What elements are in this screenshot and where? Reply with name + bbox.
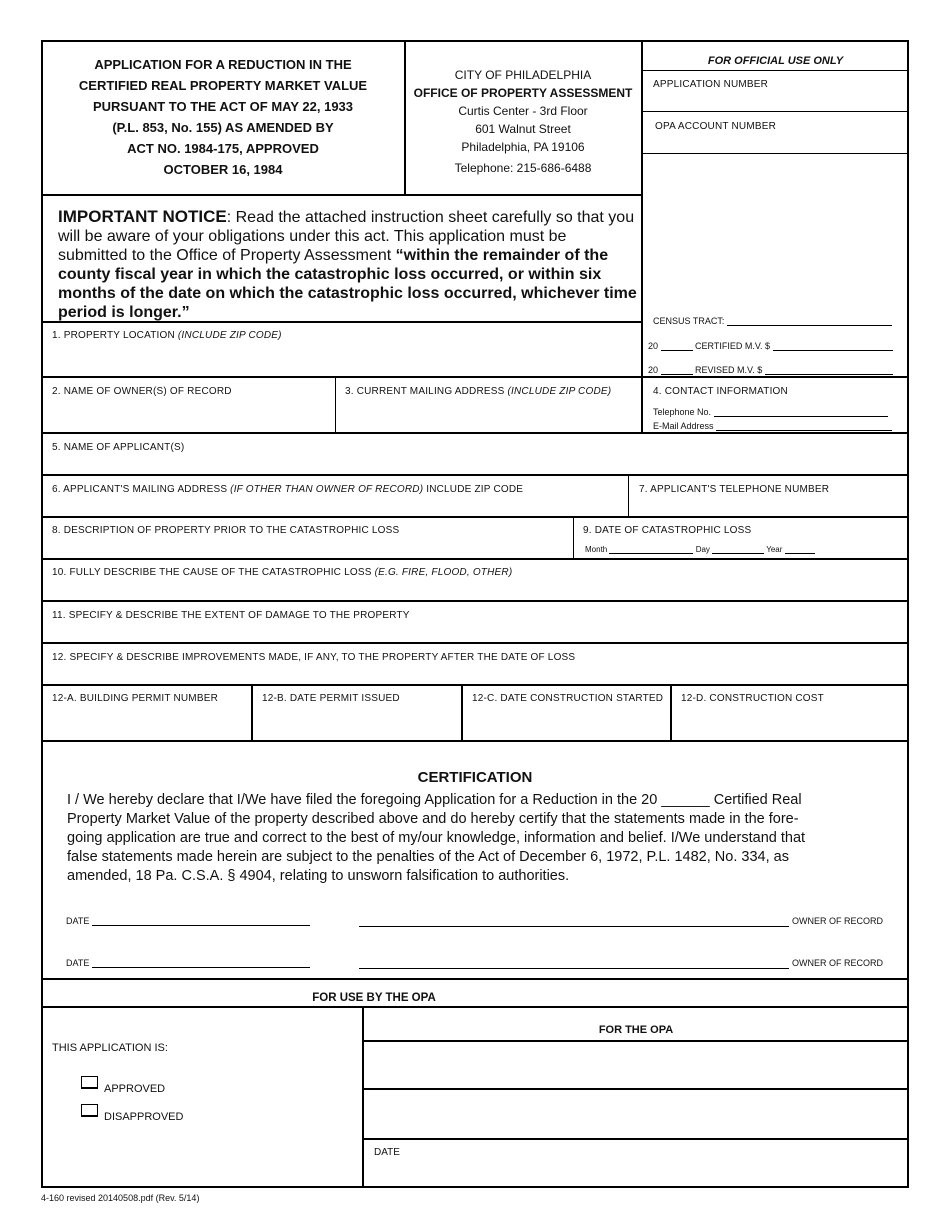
divider bbox=[642, 70, 909, 71]
loss-day-label: Day bbox=[695, 545, 710, 554]
divider bbox=[670, 685, 672, 741]
certification-text bbox=[67, 791, 897, 886]
divider bbox=[363, 1138, 909, 1140]
loss-year-label: Year bbox=[766, 545, 783, 554]
permit-date-field[interactable] bbox=[256, 707, 456, 737]
form-title-line: APPLICATION FOR A REDUCTION IN THE bbox=[94, 57, 352, 72]
improvements-label: 12. SPECIFY & DESCRIBE IMPROVEMENTS MADE, IF ANY, TO THE PROPERTY AFTER THE DATE OF LOSS bbox=[52, 652, 576, 663]
certified-mv-label: CERTIFIED M.V. $ bbox=[695, 341, 771, 351]
loss-date-row bbox=[585, 545, 815, 554]
divider bbox=[41, 558, 909, 560]
property-location-field[interactable] bbox=[45, 344, 637, 374]
loss-cause-label bbox=[52, 567, 512, 578]
application-number-label: APPLICATION NUMBER bbox=[653, 79, 769, 90]
for-the-opa-heading: FOR THE OPA bbox=[598, 1024, 674, 1036]
divider bbox=[41, 600, 909, 602]
form-title-line: ACT NO. 1984-175, APPROVED bbox=[127, 141, 319, 156]
applicant-name-label: 5. NAME OF APPLICANT(S) bbox=[52, 442, 185, 453]
disapproved-checkbox[interactable] bbox=[81, 1104, 98, 1117]
divider bbox=[41, 978, 909, 980]
certification-line: false statements made herein are subject to the penalties of the Act of December 6, 1972, P.L. 1482, No. 334, as bbox=[67, 849, 789, 865]
loss-month-field[interactable] bbox=[609, 546, 693, 554]
opa-signature-field-1[interactable] bbox=[366, 1043, 906, 1087]
contact-email-label: E-Mail Address bbox=[653, 421, 714, 431]
damage-extent-label: 11. SPECIFY & DESCRIBE THE EXTENT OF DAMAGE TO THE PROPERTY bbox=[52, 610, 410, 621]
notice-bold: “within the remainder of the county fiscal year in which the catastrophic loss occurred, or within six months of the date on which the catastrophic loss occurred, whichever time period is longer.” bbox=[58, 247, 637, 321]
divider bbox=[628, 475, 629, 517]
divider bbox=[641, 41, 643, 433]
permit-date-label: 12-B. DATE PERMIT ISSUED bbox=[262, 693, 400, 704]
form-title-line: OCTOBER 16, 1984 bbox=[163, 162, 283, 177]
property-description-field[interactable] bbox=[45, 539, 569, 557]
date-field-1[interactable] bbox=[92, 916, 310, 926]
disapproved-label: DISAPPROVED bbox=[104, 1111, 184, 1123]
opa-date-field[interactable] bbox=[410, 1142, 905, 1184]
loss-cause-field[interactable] bbox=[45, 581, 905, 599]
office-telephone: Telephone: 215-686-6488 bbox=[454, 161, 592, 175]
signature-date-row-2 bbox=[66, 958, 310, 968]
divider bbox=[251, 685, 253, 741]
signature-date-row-1 bbox=[66, 916, 310, 926]
construction-cost-label: 12-D. CONSTRUCTION COST bbox=[681, 693, 824, 704]
opa-account-number-field[interactable] bbox=[645, 134, 905, 152]
divider bbox=[41, 740, 909, 742]
revised-mv-field[interactable] bbox=[765, 365, 893, 375]
loss-year-field[interactable] bbox=[785, 546, 815, 554]
office-address-3: Philadelphia, PA 19106 bbox=[461, 140, 585, 154]
owner-signature-line-2[interactable] bbox=[359, 968, 789, 969]
applicant-mailing-label bbox=[52, 484, 523, 495]
loss-date-label: 9. DATE OF CATASTROPHIC LOSS bbox=[583, 525, 752, 536]
divider bbox=[573, 517, 574, 559]
certified-year-field[interactable] bbox=[661, 341, 693, 351]
applicant-mailing-field[interactable] bbox=[45, 497, 623, 515]
official-use-heading: FOR OFFICIAL USE ONLY bbox=[707, 55, 844, 67]
applicant-mailing-tail: INCLUDE ZIP CODE bbox=[426, 484, 524, 495]
construction-started-label: 12-C. DATE CONSTRUCTION STARTED bbox=[472, 693, 664, 704]
divider bbox=[41, 516, 909, 518]
property-location-label bbox=[52, 330, 282, 341]
construction-cost-field[interactable] bbox=[676, 707, 904, 737]
divider bbox=[41, 194, 642, 196]
divider bbox=[642, 111, 909, 112]
mailing-address-label-text: 3. CURRENT MAILING ADDRESS bbox=[345, 386, 505, 397]
certified-year-prefix: 20 bbox=[648, 341, 659, 351]
divider bbox=[642, 153, 909, 154]
office-address-1: Curtis Center - 3rd Floor bbox=[458, 104, 588, 118]
revised-year-prefix: 20 bbox=[648, 365, 659, 375]
loss-month-label: Month bbox=[585, 545, 608, 554]
loss-day-field[interactable] bbox=[712, 546, 764, 554]
contact-telephone-field[interactable] bbox=[714, 407, 888, 417]
census-tract-row bbox=[653, 316, 892, 326]
opa-section-heading: FOR USE BY THE OPA bbox=[312, 992, 436, 1004]
divider bbox=[461, 685, 463, 741]
owner-of-record-label: OWNER OF RECORD bbox=[792, 958, 883, 968]
applicant-name-field[interactable] bbox=[45, 455, 905, 473]
divider bbox=[41, 642, 909, 644]
divider bbox=[41, 1006, 909, 1008]
city-name: CITY OF PHILADELPHIA bbox=[454, 68, 592, 82]
revised-mv-label: REVISED M.V. $ bbox=[695, 365, 763, 375]
important-notice bbox=[58, 207, 638, 322]
approved-checkbox[interactable] bbox=[81, 1076, 98, 1089]
certified-mv-row bbox=[648, 341, 893, 351]
divider bbox=[41, 321, 642, 323]
permit-number-field[interactable] bbox=[45, 707, 245, 737]
certification-heading: CERTIFICATION bbox=[417, 769, 533, 786]
contact-email-row bbox=[653, 421, 892, 431]
form-title-line: PURSUANT TO THE ACT OF MAY 22, 1933 bbox=[92, 99, 354, 114]
owner-name-field[interactable] bbox=[45, 400, 330, 430]
certification-line: going application are true and correct to the best of my/our knowledge, information and belief. I/We understand that bbox=[67, 830, 806, 846]
divider bbox=[41, 684, 909, 686]
mailing-address-field[interactable] bbox=[340, 400, 638, 430]
divider bbox=[41, 432, 909, 434]
owner-of-record-label: OWNER OF RECORD bbox=[792, 916, 883, 926]
applicant-mailing-note: (IF OTHER THAN OWNER OF RECORD) bbox=[230, 484, 424, 495]
construction-started-field[interactable] bbox=[466, 707, 666, 737]
divider bbox=[335, 377, 336, 433]
revised-year-field[interactable] bbox=[661, 365, 693, 375]
form-title-line: (P.L. 853, No. 155) AS AMENDED BY bbox=[112, 120, 334, 135]
improvements-field[interactable] bbox=[45, 665, 905, 683]
opa-account-number-label: OPA ACCOUNT NUMBER bbox=[655, 121, 777, 132]
loss-cause-note: (E.G. FIRE, FLOOD, OTHER) bbox=[374, 567, 513, 578]
applicant-telephone-label: 7. APPLICANT'S TELEPHONE NUMBER bbox=[639, 484, 830, 495]
revised-mv-row bbox=[648, 365, 893, 375]
divider bbox=[41, 474, 909, 476]
loss-cause-label-text: 10. FULLY DESCRIBE THE CAUSE OF THE CATASTROPHIC LOSS bbox=[52, 567, 372, 578]
owner-signature-line-1[interactable] bbox=[359, 926, 789, 927]
damage-extent-field[interactable] bbox=[45, 623, 905, 641]
certification-line: I / We hereby declare that I/We have filed the foregoing Application for a Reduction in the 20 ______ Certified Real bbox=[67, 792, 802, 808]
mailing-address-note: (INCLUDE ZIP CODE) bbox=[507, 386, 612, 397]
notice-lead: IMPORTANT NOTICE bbox=[58, 207, 227, 226]
form-revision-footer: 4-160 revised 20140508.pdf (Rev. 5/14) bbox=[41, 1193, 200, 1203]
office-block bbox=[405, 66, 641, 177]
contact-email-field[interactable] bbox=[716, 421, 892, 431]
property-location-note: (INCLUDE ZIP CODE) bbox=[177, 330, 282, 341]
census-tract-label: CENSUS TRACT: bbox=[653, 316, 725, 326]
divider bbox=[363, 1040, 909, 1042]
office-address-2: 601 Walnut Street bbox=[475, 122, 571, 136]
approved-label: APPROVED bbox=[104, 1083, 166, 1095]
certified-mv-field[interactable] bbox=[773, 341, 893, 351]
date-field-2[interactable] bbox=[92, 958, 310, 968]
owner-name-label: 2. NAME OF OWNER(S) OF RECORD bbox=[52, 386, 232, 397]
application-status-label: THIS APPLICATION IS: bbox=[52, 1042, 168, 1054]
mailing-address-label bbox=[345, 386, 611, 397]
opa-signature-field-2[interactable] bbox=[366, 1092, 906, 1136]
contact-telephone-row bbox=[653, 407, 888, 417]
notice-body: : Read the attached instruction sheet carefully so that you will be aware of your obligations under this act. This application must be submitted to the Office of Property Assessment bbox=[58, 209, 635, 264]
opa-date-label: DATE bbox=[374, 1147, 400, 1158]
divider bbox=[363, 1088, 909, 1090]
contact-telephone-label: Telephone No. bbox=[653, 407, 712, 417]
property-location-label-text: 1. PROPERTY LOCATION bbox=[52, 330, 175, 341]
applicant-mailing-label-text: 6. APPLICANT'S MAILING ADDRESS bbox=[52, 484, 228, 495]
property-description-label: 8. DESCRIPTION OF PROPERTY PRIOR TO THE CATASTROPHIC LOSS bbox=[52, 525, 400, 536]
form-title bbox=[50, 54, 396, 180]
office-name: OFFICE OF PROPERTY ASSESSMENT bbox=[413, 86, 633, 100]
certification-line: Property Market Value of the property described above and do hereby certify that the statements made in the fore- bbox=[67, 811, 799, 827]
applicant-telephone-field[interactable] bbox=[633, 497, 905, 515]
application-number-field[interactable] bbox=[645, 92, 905, 110]
date-label: DATE bbox=[66, 916, 90, 926]
contact-info-label: 4. CONTACT INFORMATION bbox=[653, 386, 788, 397]
date-label: DATE bbox=[66, 958, 90, 968]
permit-number-label: 12-A. BUILDING PERMIT NUMBER bbox=[52, 693, 219, 704]
certification-line: amended, 18 Pa. C.S.A. § 4904, relating to unsworn falsification to authorities. bbox=[67, 868, 570, 884]
divider bbox=[41, 376, 909, 378]
census-tract-field[interactable] bbox=[727, 316, 892, 326]
form-title-line: CERTIFIED REAL PROPERTY MARKET VALUE bbox=[78, 78, 368, 93]
